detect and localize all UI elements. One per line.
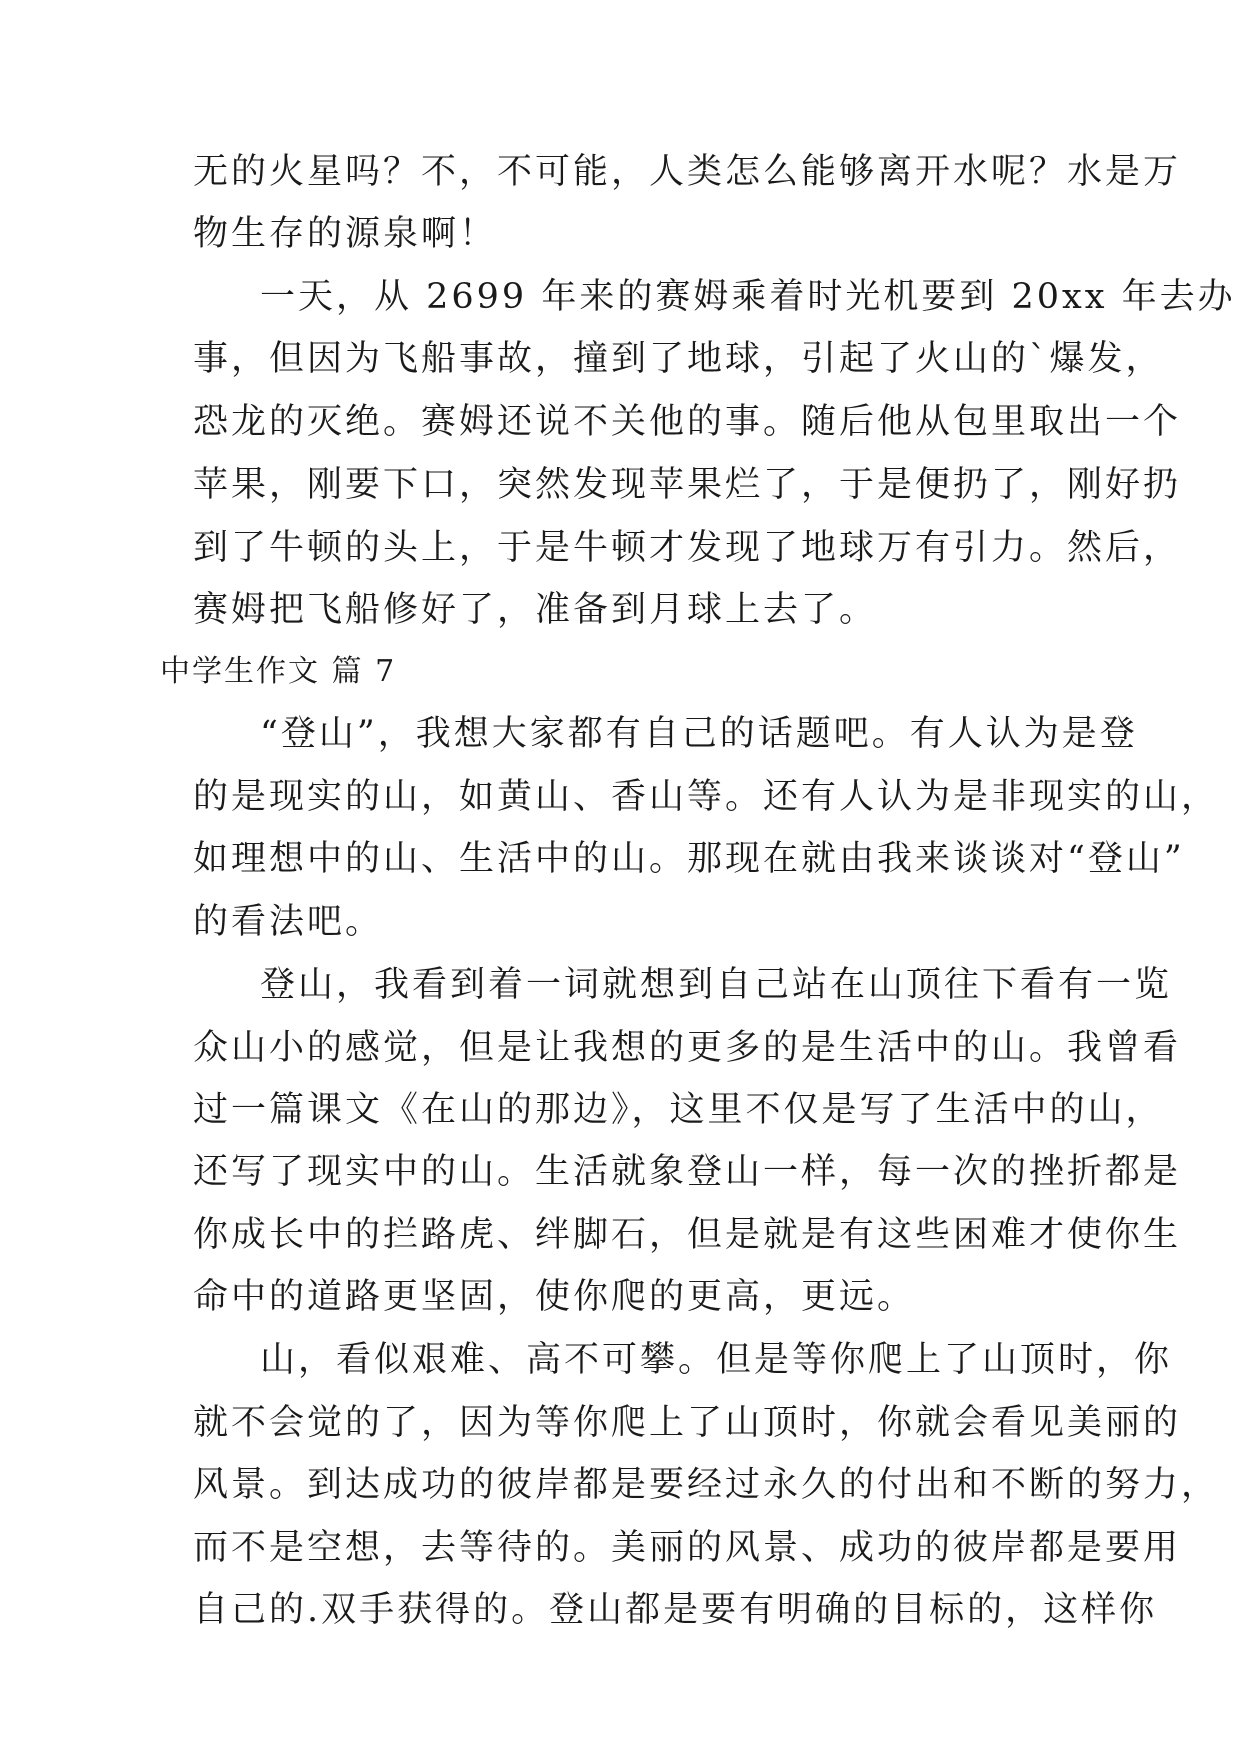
text-line: 的看法吧。 [193, 902, 384, 942]
section-heading: 中学生作文 篇 7 [160, 654, 397, 689]
text-line: 赛姆把飞船修好了，准备到月球上去了。 [193, 590, 878, 630]
text-line: 恐龙的灭绝。赛姆还说不关他的事。随后他从包里取出一个 [193, 402, 1182, 442]
text-line: 苹果，刚要下口，突然发现苹果烂了，于是便扔了，刚好扔 [193, 465, 1182, 505]
text-line: 而不是空想，去等待的。美丽的风景、成功的彼岸都是要用 [193, 1528, 1182, 1568]
text-line: 无的火星吗？不，不可能，人类怎么能够离开水呢？水是万 [193, 152, 1182, 192]
text-line: 你成长中的拦路虎、绊脚石，但是就是有这些困难才使你生 [193, 1215, 1182, 1255]
text-line: 事，但因为飞船事故，撞到了地球，引起了火山的`爆发， [193, 339, 1164, 379]
text-line: 风景。到达成功的彼岸都是要经过永久的付出和不断的努力， [193, 1465, 1220, 1505]
text-line: 自己的.双手获得的。登山都是要有明确的目标的，这样你 [193, 1590, 1158, 1630]
text-line: 的是现实的山，如黄山、香山等。还有人认为是非现实的山， [193, 777, 1220, 817]
text-line: 还写了现实中的山。生活就象登山一样，每一次的挫折都是 [193, 1152, 1182, 1192]
text-line: 一天，从 2699 年来的赛姆乘着时光机要到 20xx 年去办 [260, 277, 1236, 317]
text-line: 命中的道路更坚固，使你爬的更高，更远。 [193, 1277, 916, 1317]
text-line: 就不会觉的了，因为等你爬上了山顶时，你就会看见美丽的 [193, 1403, 1182, 1443]
text-line: 如理想中的山、生活中的山。那现在就由我来谈谈对“登山” [193, 839, 1185, 879]
text-line: 过一篇课文《在山的那边》，这里不仅是写了生活中的山， [193, 1090, 1164, 1130]
text-line: “登山”，我想大家都有自己的话题吧。有人认为是登 [260, 714, 1138, 754]
text-line: 到了牛顿的头上，于是牛顿才发现了地球万有引力。然后， [193, 528, 1182, 568]
text-line: 登山，我看到着一词就想到自己站在山顶往下看有一览 [260, 965, 1173, 1005]
text-line: 众山小的感觉，但是让我想的更多的是生活中的山。我曾看 [193, 1028, 1182, 1068]
text-line: 物生存的源泉啊！ [193, 214, 498, 254]
text-line: 山，看似艰难、高不可攀。但是等你爬上了山顶时，你 [260, 1340, 1173, 1380]
